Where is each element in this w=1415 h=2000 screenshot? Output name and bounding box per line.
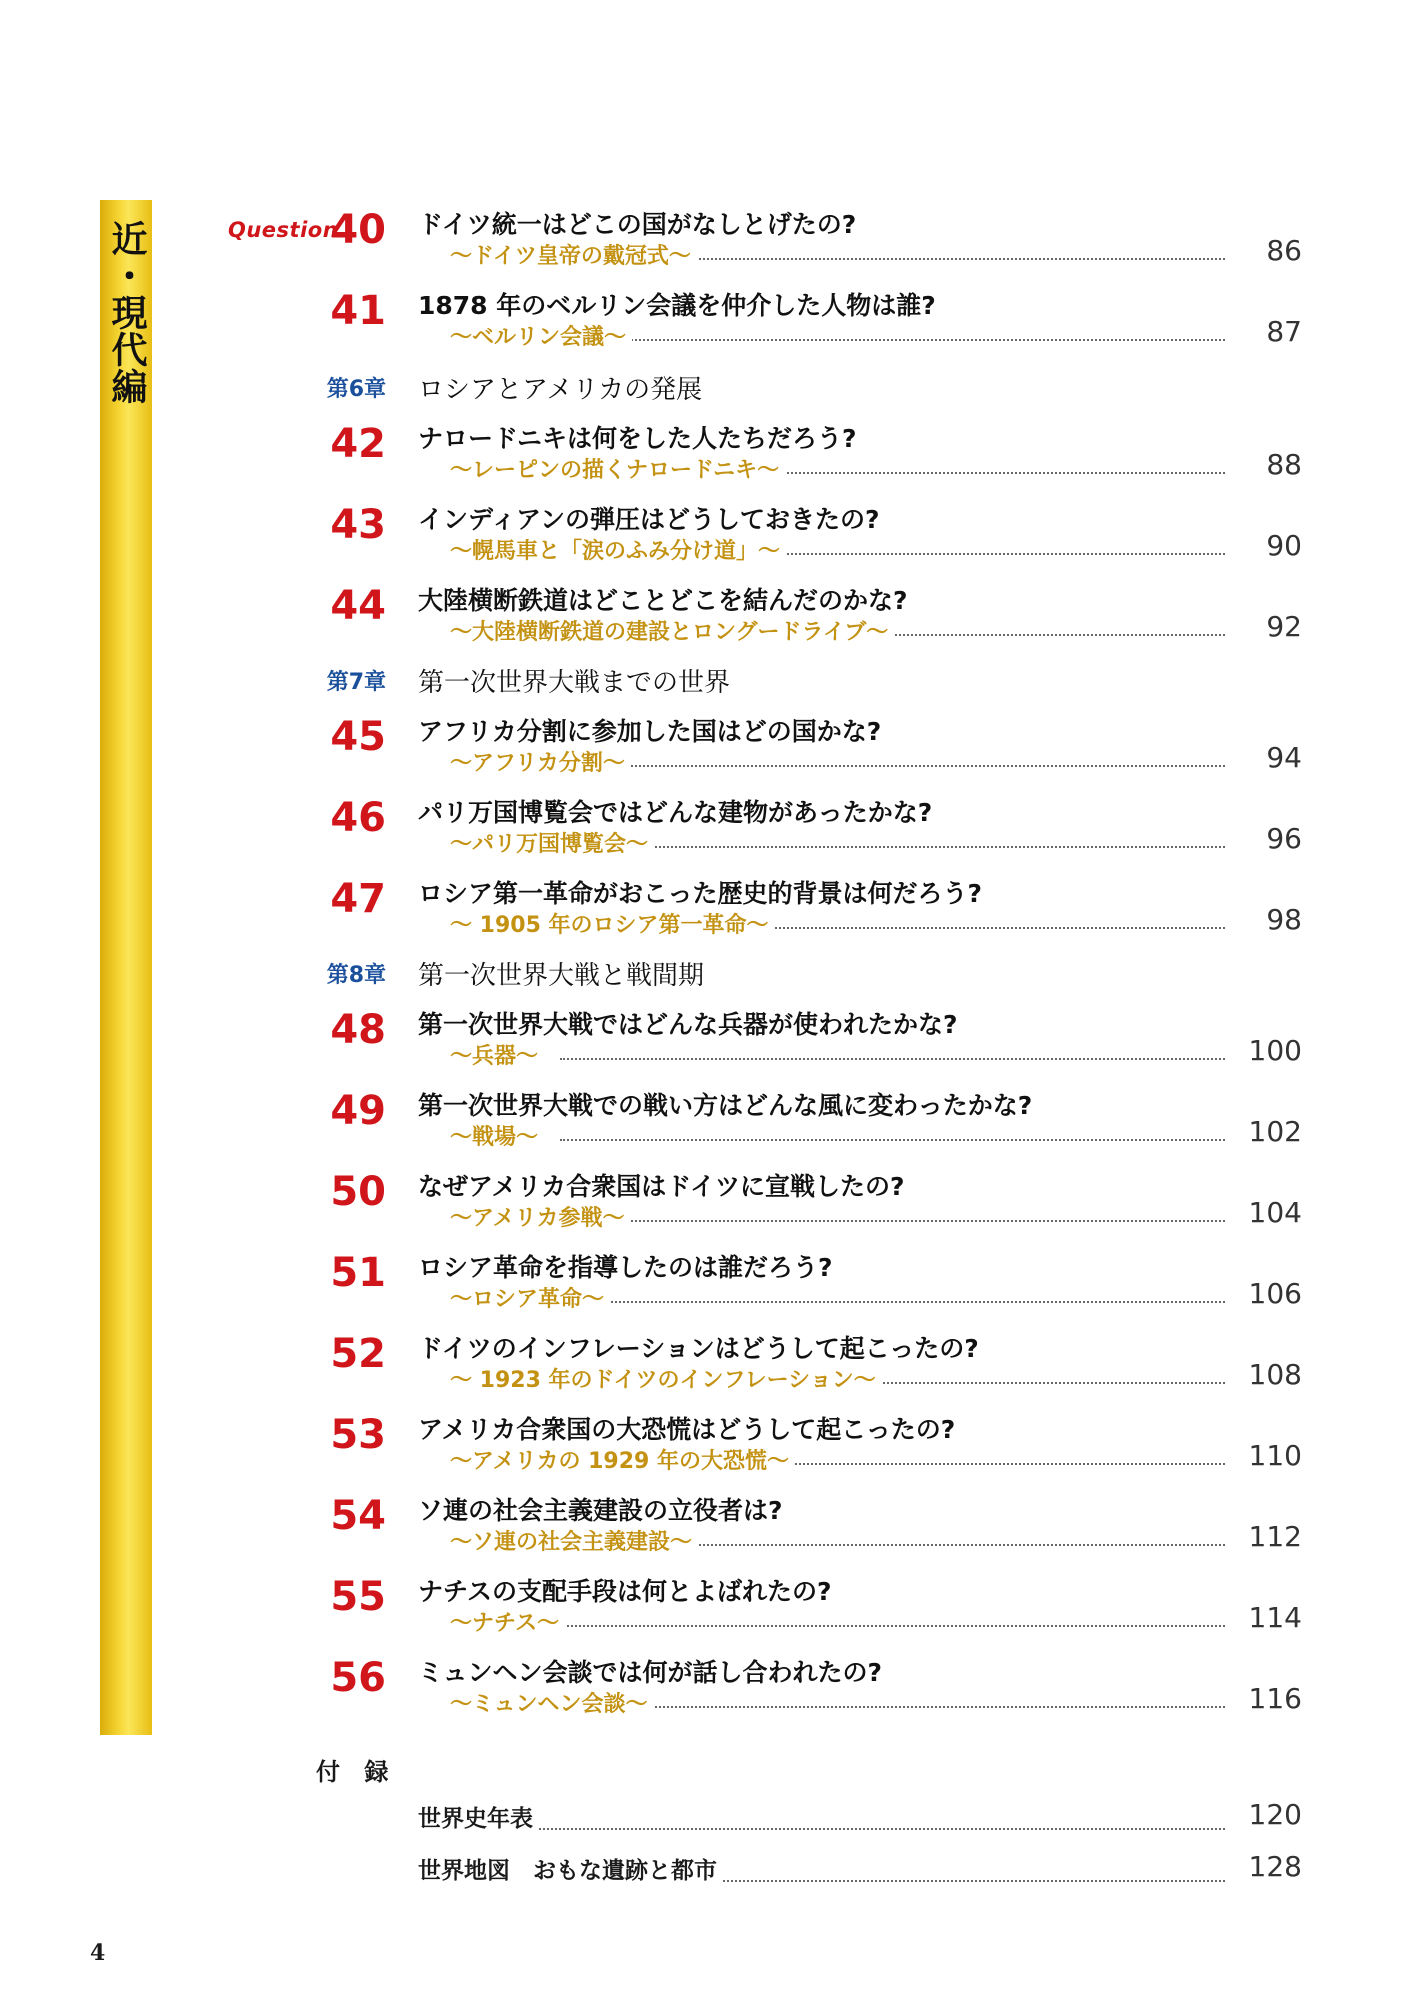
question-number: 53: [330, 1412, 386, 1458]
page-number: 94: [1266, 741, 1302, 774]
entry-title: なぜアメリカ合衆国はドイツに宣戦したの?: [418, 1172, 905, 1201]
page-number: 90: [1266, 529, 1302, 562]
toc-entry-46[interactable]: [0, 794, 1415, 866]
entry-subtitle: ～幌馬車と「涙のふみ分け道」～: [450, 538, 786, 566]
chapter-title: 第一次世界大戦と戦間期: [418, 961, 705, 991]
question-number: 47: [330, 876, 386, 922]
dot-leader: [560, 339, 1225, 341]
question-number: 46: [330, 795, 386, 841]
dot-leader: [560, 1706, 1225, 1708]
toc-entry-50[interactable]: [0, 1168, 1415, 1240]
dot-leader: [560, 765, 1225, 767]
entry-title: ナチスの支配手段は何とよばれたの?: [418, 1577, 832, 1606]
chapter-title: ロシアとアメリカの発展: [418, 375, 703, 405]
question-number: 52: [330, 1331, 386, 1377]
entry-subtitle: ～ベルリン会議～: [450, 324, 632, 352]
question-number: 49: [330, 1088, 386, 1134]
toc-entry-42[interactable]: [0, 420, 1415, 492]
dot-leader: [560, 1220, 1225, 1222]
dot-leader: [560, 1058, 1225, 1060]
entry-subtitle: ～アメリカ参戦～: [450, 1205, 630, 1233]
chapter-number: 第7章: [326, 670, 386, 695]
question-number: 43: [330, 502, 386, 548]
toc-entry-45[interactable]: [0, 713, 1415, 785]
toc-entry-51[interactable]: [0, 1249, 1415, 1321]
dot-leader: [560, 1301, 1225, 1303]
question-number: 41: [330, 288, 386, 334]
question-number: 48: [330, 1007, 386, 1053]
entry-title: 第一次世界大戦ではどんな兵器が使われたかな?: [418, 1010, 958, 1039]
page-number: 106: [1248, 1277, 1302, 1310]
toc-entry-49[interactable]: [0, 1087, 1415, 1159]
chapter-heading-8: [0, 956, 1415, 996]
entry-title: 第一次世界大戦での戦い方はどんな風に変わったかな?: [418, 1091, 1033, 1120]
question-number: 45: [330, 714, 386, 760]
toc-entry-43[interactable]: [0, 501, 1415, 573]
dot-leader: [480, 1828, 1225, 1830]
dot-leader: [560, 846, 1225, 848]
question-number: 55: [330, 1574, 386, 1620]
chapter-heading-6: [0, 370, 1415, 410]
page-number: 88: [1266, 448, 1302, 481]
entry-subtitle: ～ 1905 年のロシア第一革命～: [450, 912, 775, 940]
entry-title: アメリカ合衆国の大恐慌はどうして起こったの?: [418, 1415, 956, 1444]
entry-title: ソ連の社会主義建設の立役者は?: [418, 1496, 783, 1525]
toc-entry-44[interactable]: [0, 582, 1415, 654]
entry-subtitle: ～ 1923 年のドイツのインフレーション～: [450, 1367, 882, 1395]
appendix-item-title: 世界地図 おもな遺跡と都市: [418, 1854, 721, 1888]
toc-entry-53[interactable]: [0, 1411, 1415, 1483]
dot-leader: [560, 1139, 1225, 1141]
page-number: 86: [1266, 234, 1302, 267]
page-number: 87: [1266, 315, 1302, 348]
page-number: 114: [1248, 1601, 1302, 1634]
page-number: 104: [1248, 1196, 1302, 1229]
page-number: 108: [1248, 1358, 1302, 1391]
question-number: 50: [330, 1169, 386, 1215]
chapter-title: 第一次世界大戦までの世界: [418, 668, 731, 698]
question-number: 54: [330, 1493, 386, 1539]
page-number: 120: [1248, 1798, 1302, 1831]
page-number: 92: [1266, 610, 1302, 643]
dot-leader: [560, 1625, 1225, 1627]
question-number: 51: [330, 1250, 386, 1296]
appendix-item-chronology[interactable]: [0, 1798, 1415, 1842]
toc-entry-56[interactable]: [0, 1654, 1415, 1726]
question-label: Question: [228, 218, 339, 242]
entry-title: ロシア革命を指導したのは誰だろう?: [418, 1253, 833, 1282]
toc-entry-40[interactable]: [0, 206, 1415, 278]
question-number: 40: [330, 207, 386, 253]
appendix-heading: 付 録: [316, 1758, 397, 1786]
entry-title: ドイツ統一はどこの国がなしとげたの?: [418, 210, 857, 239]
entry-title: アフリカ分割に参加した国はどの国かな?: [418, 717, 882, 746]
page-number: 112: [1248, 1520, 1302, 1553]
toc-entry-55[interactable]: [0, 1573, 1415, 1645]
toc-entry-52[interactable]: [0, 1330, 1415, 1402]
entry-title: ナロードニキは何をした人たちだろう?: [418, 424, 857, 453]
entry-title: ミュンヘン会談では何が話し合われたの?: [418, 1658, 883, 1687]
toc-entry-54[interactable]: [0, 1492, 1415, 1564]
chapter-heading-7: [0, 663, 1415, 703]
chapter-number: 第6章: [326, 377, 386, 402]
entry-subtitle: ～アフリカ分割～: [450, 750, 631, 778]
entry-title: 大陸横断鉄道はどことどこを結んだのかな?: [418, 586, 908, 615]
appendix-item-world-map[interactable]: [0, 1850, 1415, 1894]
entry-subtitle: ～大陸横断鉄道の建設とロングードライブ～: [450, 619, 894, 647]
page-number: 116: [1248, 1682, 1302, 1715]
entry-subtitle: ～パリ万国博覧会～: [450, 831, 654, 859]
page-number: 102: [1248, 1115, 1302, 1148]
entry-subtitle: ～兵器～: [450, 1043, 544, 1071]
question-number: 56: [330, 1655, 386, 1701]
entry-subtitle: ～ロシア革命～: [450, 1286, 610, 1314]
page-number: 110: [1248, 1439, 1302, 1472]
entry-title: ロシア第一革命がおこった歴史的背景は何だろう?: [418, 879, 983, 908]
toc-entry-47[interactable]: [0, 875, 1415, 947]
entry-title: パリ万国博覧会ではどんな建物があったかな?: [418, 798, 933, 827]
toc-entry-48[interactable]: [0, 1006, 1415, 1078]
entry-title: 1878 年のベルリン会議を仲介した人物は誰?: [418, 291, 936, 320]
page-folio: 4: [90, 1940, 106, 1966]
entry-subtitle: ～ドイツ皇帝の戴冠式～: [450, 243, 697, 271]
question-number: 44: [330, 583, 386, 629]
appendix-item-title: 世界史年表: [418, 1802, 537, 1836]
entry-title: ドイツのインフレーションはどうして起こったの?: [418, 1334, 979, 1363]
question-number: 42: [330, 421, 386, 467]
entry-title: インディアンの弾圧はどうしておきたの?: [418, 505, 880, 534]
entry-subtitle: ～ソ連の社会主義建設～: [450, 1529, 698, 1557]
entry-subtitle: ～ナチス～: [450, 1610, 565, 1638]
page-number: 100: [1248, 1034, 1302, 1067]
section-label: 近・現代編: [106, 220, 147, 405]
chapter-number: 第8章: [326, 963, 386, 988]
entry-subtitle: ～ミュンヘン会談～: [450, 1691, 654, 1719]
entry-subtitle: ～戦場～: [450, 1124, 544, 1152]
page-number: 96: [1266, 822, 1302, 855]
page-number: 98: [1266, 903, 1302, 936]
page-number: 128: [1248, 1850, 1302, 1883]
toc-entry-41[interactable]: [0, 287, 1415, 359]
entry-subtitle: ～レーピンの描くナロードニキ～: [450, 457, 785, 485]
entry-subtitle: ～アメリカの 1929 年の大恐慌～: [450, 1448, 795, 1476]
